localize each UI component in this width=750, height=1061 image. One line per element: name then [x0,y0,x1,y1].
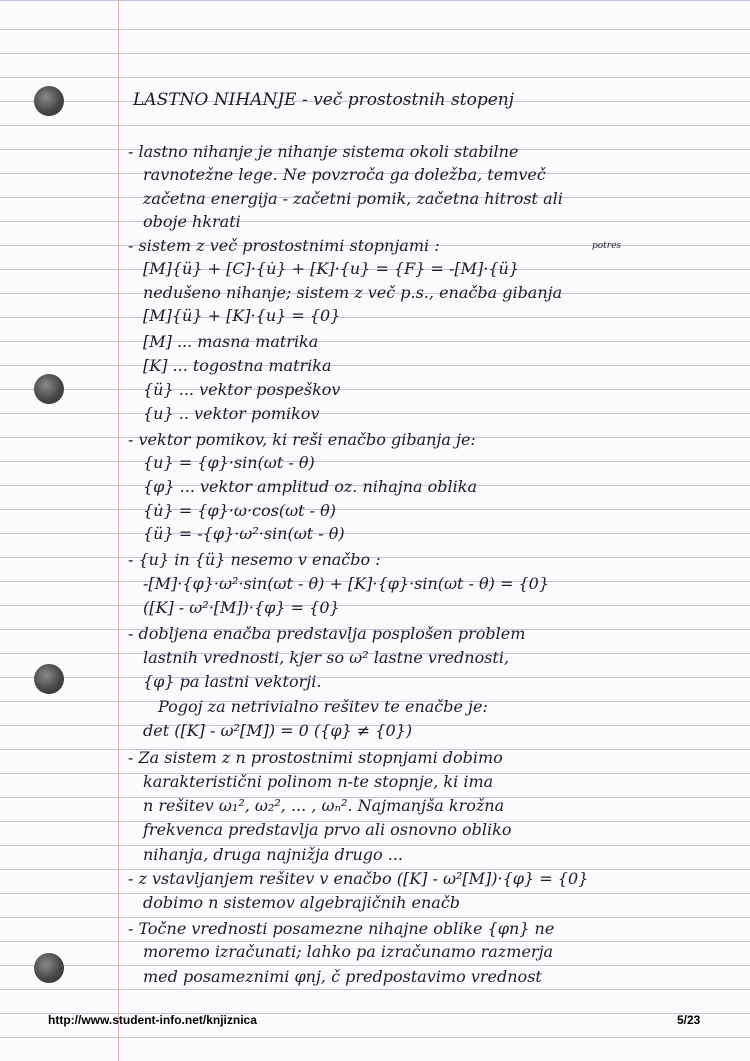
note-line: ravnotežne lege. Ne povzroča ga doležba, temveč [143,165,546,184]
note-line: {u} .. vektor pomikov [143,404,320,423]
note-line: - dobljena enačba predstavlja posplošen problem [128,624,526,643]
note-line: [K] ... togostna matrika [143,356,332,375]
note-line: oboje hkrati [143,212,241,231]
note-line: začetna energija - začetni pomik, začetna hitrost ali [143,189,563,208]
note-line: - sistem z več prostostnimi stopnjami : [128,236,440,255]
note-line: med posameznimi φnj, č predpostavimo vrednost [143,967,542,986]
note-line: frekvenca predstavlja prvo ali osnovno obliko [143,820,512,839]
note-line: {u̇} = {φ}·ω·cos(ωt - θ) [143,501,336,520]
note-line: [M]{ü} + [K]·{u} = {0} [143,306,341,325]
note-line: {ü} = -{φ}·ω²·sin(ωt - θ) [143,524,345,543]
note-line: det ([K] - ω²[M]) = 0 ({φ} ≠ {0}) [143,721,413,740]
note-line: [M]{ü} + [C]·{u̇} + [K]·{u} = {F} = -[M]·{ü} [143,259,519,278]
note-line: karakteristični polinom n-te stopnje, ki ima [143,772,494,791]
note-line: - z vstavljanjem rešitev v enačbo ([K] - ω²[M])·{φ} = {0} [128,869,589,888]
note-line: {ü} ... vektor pospeškov [143,380,341,399]
note-line: [M] ... masna matrika [143,332,319,351]
note-line: moremo izračunati; lahko pa izračunamo razmerja [143,942,554,961]
margin-note: potres [592,241,622,251]
note-line: nedušeno nihanje; sistem z več p.s., enačba gibanja [143,283,563,302]
page-title: LASTNO NIHANJE - več prostostnih stopenj [133,90,514,110]
note-line: - vektor pomikov, ki reši enačbo gibanja je: [128,430,476,449]
note-line: - Za sistem z n prostostnimi stopnjami dobimo [128,748,503,767]
note-line: - {u} in {ü} nesemo v enačbo : [128,550,381,569]
note-line: n rešitev ω₁², ω₂², ... , ωₙ². Najmanjša krožna [143,796,505,815]
footer-url[interactable]: http://www.student-info.net/knjiznica [48,1013,257,1027]
note-line: ([K] - ω²·[M])·{φ} = {0} [143,598,340,617]
footer-page-number: 5/23 [677,1013,701,1027]
note-line: lastnih vrednosti, kjer so ω² lastne vrednosti, [143,648,510,667]
note-line: dobimo n sistemov algebrajičnih enačb [143,893,461,912]
note-line: {φ} pa lastni vektorji. [143,672,322,691]
note-line: nihanja, druga najnižja drugo ... [143,845,403,864]
note-line: {u} = {φ}·sin(ωt - θ) [143,453,315,472]
note-line: - Točne vrednosti posamezne nihajne oblike {φn} ne [128,919,555,938]
note-line: -[M]·{φ}·ω²·sin(ωt - θ) + [K]·{φ}·sin(ωt - θ) = {0} [143,574,550,593]
note-line: {φ} ... vektor amplitud oz. nihajna oblika [143,477,477,496]
note-line: Pogoj za netrivialno rešitev te enačbe je: [158,697,488,716]
note-line: - lastno nihanje je nihanje sistema okoli stabilne [128,142,519,161]
